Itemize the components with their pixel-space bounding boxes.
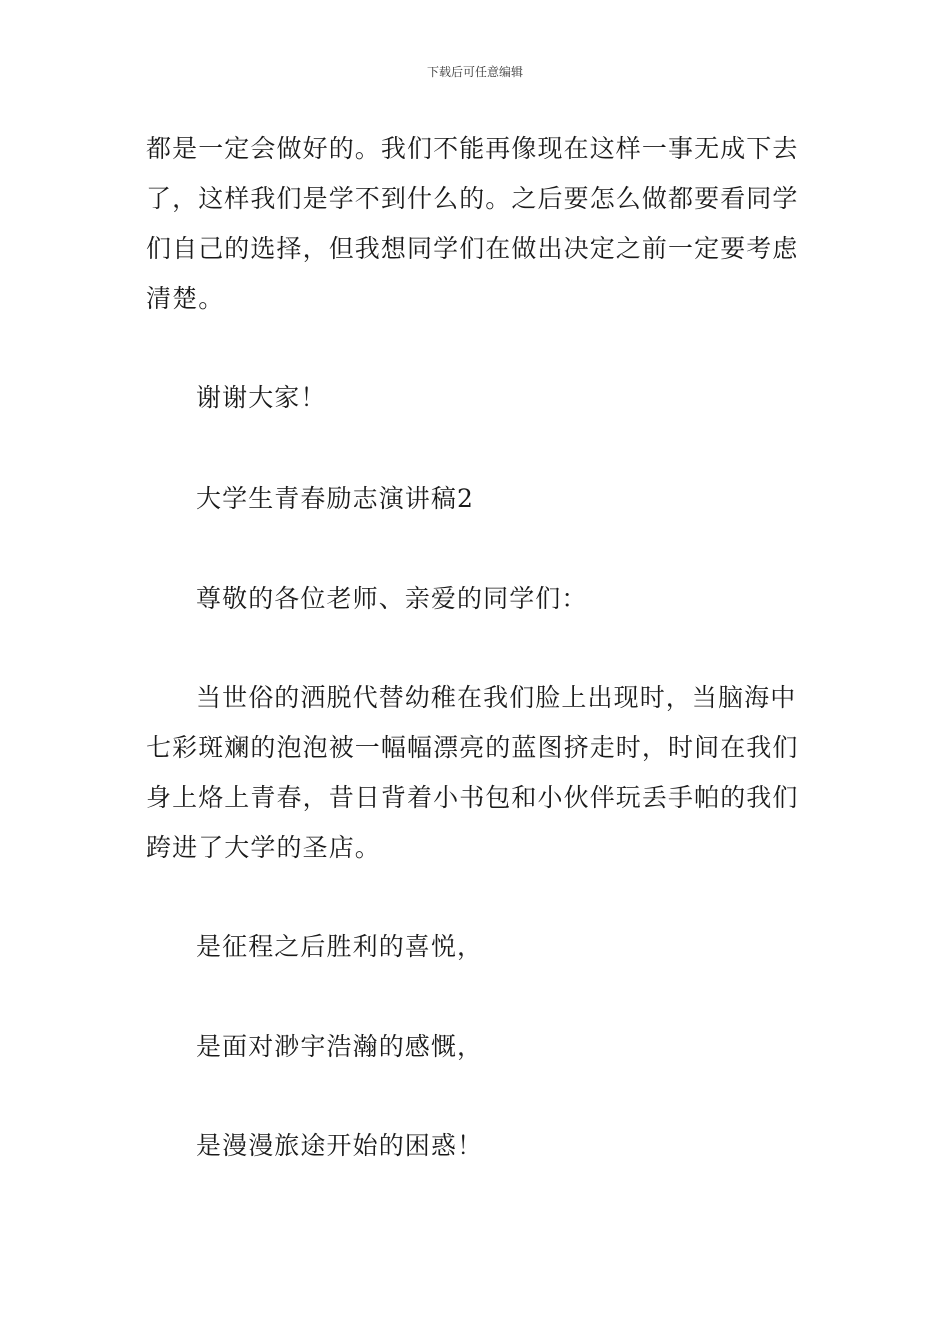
text-line: 了，这样我们是学不到什么的。之后要怎么做都要看同学 xyxy=(146,184,799,213)
paragraph-joy xyxy=(196,922,483,972)
text-line: 是面对渺宇浩瀚的感慨， xyxy=(196,1032,484,1061)
thanks-paragraph xyxy=(196,373,327,423)
text-line: 是漫漫旅途开始的困惑！ xyxy=(196,1131,484,1160)
text-line: 身上烙上青春，昔日背着小书包和小伙伴玩丢手帕的我们 xyxy=(146,783,799,812)
text-line: 大学生青春励志演讲稿2 xyxy=(196,484,475,513)
header-note: 下载后可任意编辑 xyxy=(426,65,523,79)
paragraph-awe xyxy=(196,1022,483,1072)
text-line: 们自己的选择，但我想同学们在做出决定之前一定要考虑 xyxy=(146,234,799,263)
text-line: 都是一定会做好的。我们不能再像现在这样一事无成下去 xyxy=(146,134,799,163)
paragraph-confusion xyxy=(196,1121,483,1171)
text-line: 七彩斑斓的泡泡被一幅幅漂亮的蓝图挤走时，时间在我们 xyxy=(146,733,799,762)
salutation xyxy=(196,574,588,624)
text-line: 是征程之后胜利的喜悦， xyxy=(196,932,484,961)
speech-title xyxy=(196,474,474,524)
text-line: 跨进了大学的圣店。 xyxy=(146,833,381,862)
paragraph-continuation xyxy=(146,124,799,324)
text-line: 谢谢大家！ xyxy=(196,383,327,412)
text-line: 尊敬的各位老师、亲爱的同学们： xyxy=(196,584,588,613)
text-line: 当世俗的洒脱代替幼稚在我们脸上出现时，当脑海中 xyxy=(196,683,797,712)
paragraph-youth xyxy=(146,673,799,873)
text-line: 清楚。 xyxy=(146,284,225,313)
